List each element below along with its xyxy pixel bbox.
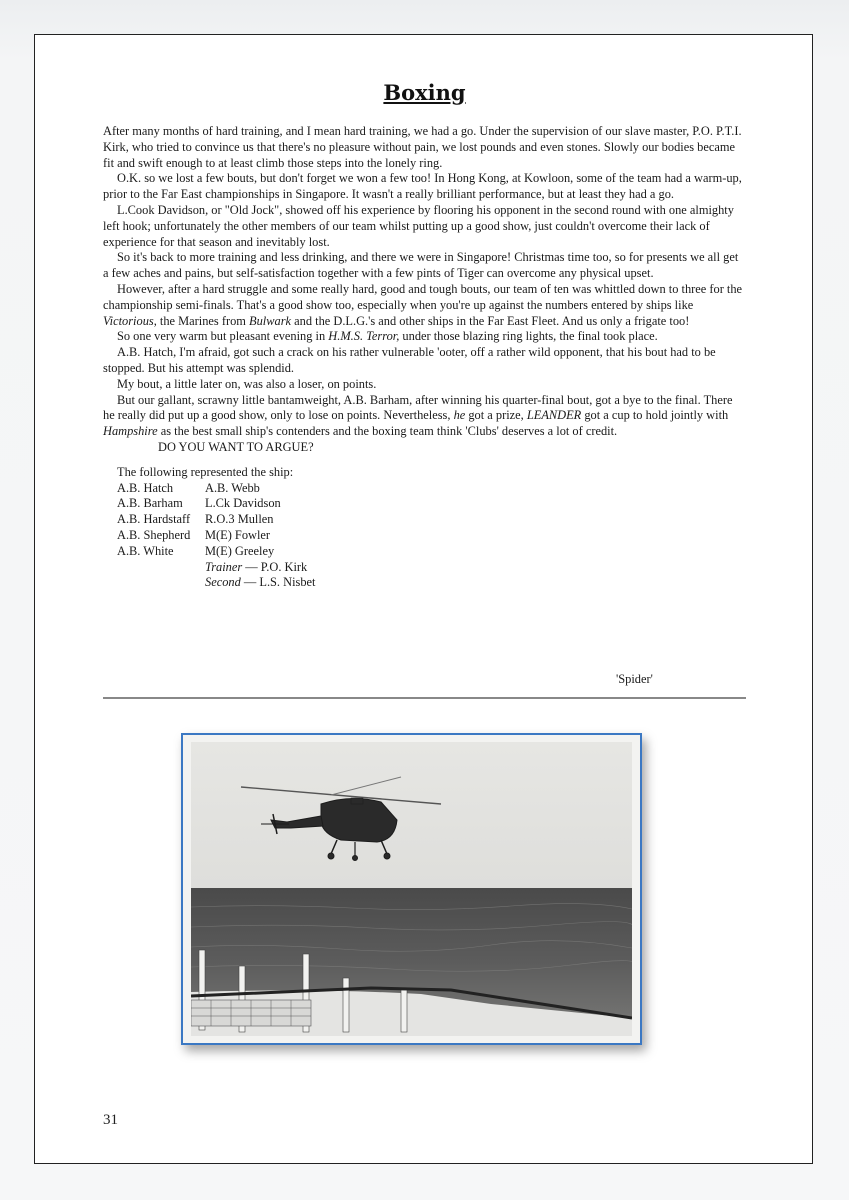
article-title: Boxing — [383, 80, 466, 105]
paragraph-3: L.Cook Davidson, or "Old Jock", showed off his experience by flooring his opponent in the second round with one almighty left hook; unfortunately the other members of our team whilst putting up a good show, just couldn't overcome their lack of experience for that season and inevitably lost. — [103, 202, 734, 249]
author-signoff: 'Spider' — [616, 672, 653, 686]
paragraph-6: So one very warm but pleasant evening in H.M.S. Terror, under those blazing ring lights, the final took place. — [117, 329, 658, 344]
official-row: Trainer — P.O. Kirk — [205, 559, 308, 574]
represented-heading: The following represented the ship: — [117, 464, 294, 479]
paragraph-7: A.B. Hatch, I'm afraid, got such a crack on his rather vulnerable 'ooter, off a rather wild opponent, that his bout had to be stopped. But his attempt was splendid. — [103, 345, 716, 375]
paragraph-1: After many months of hard training, and I mean hard training, we had a go. Under the supervision of our slave master, P.O. P.T.I. Kirk, who tried to convince us that there's no pleasure without pain, we lost pounds and even stones. Slowly our bodies became fit and swift enough to at least climb those steps into the lonely ring. — [103, 124, 742, 170]
crew-row: A.B. Barham L.Ck Davidson — [117, 496, 281, 511]
section-divider — [103, 697, 746, 699]
paragraph-8: My bout, a little later on, was also a loser, on points. — [117, 376, 377, 391]
paragraph-9: But our gallant, scrawny little bantamweight, A.B. Barham, after winning his quarter-final bout, got a bye to the final. There he really did put up a good show, only to lose on points. Nevertheless, he got a prize, LEANDER got a cup to hold jointly with Hampshire as the best small ship's contenders and the boxing team think 'Clubs' deserves a lot of credit. — [103, 392, 733, 439]
photo-frame — [181, 733, 642, 1045]
crew-list — [117, 481, 743, 592]
paragraph-5: However, after a hard struggle and some really hard, good and tough bouts, our team of ten was whittled down to three for the championship semi-finals. That's a good show too, especially when you're up against the numbers entered by ships like Victorious, the Marines from Bulwark and the D.L.G.'s and other ships in the Far East Fleet. And us only a frigate too! — [103, 281, 743, 328]
page-number: 31 — [103, 1112, 118, 1128]
crew-row: A.B. Shepherd M(E) Fowler — [117, 527, 271, 542]
crew-row: A.B. Hardstaff R.O.3 Mullen — [117, 512, 274, 527]
paragraph-4: So it's back to more training and less drinking, and there we were in Singapore! Christmas time too, so for presents we all get a few aches and pains, but self-satisfaction together with a few pints of Tiger can overcome any physical upset. — [103, 250, 739, 281]
argue-line: DO YOU WANT TO ARGUE? — [158, 439, 314, 454]
crew-row: A.B. Hatch A.B. Webb — [117, 480, 260, 495]
official-row: Second — L.S. Nisbet — [205, 575, 316, 590]
paragraph-2: O.K. so we lost a few bouts, but don't forget we won a few too! In Hong Kong, at Kowloon, some of the team had a warm-up, prior to the Far East championships in Singapore. It wasn't a really brilliant performance, but at least they had a go. — [103, 171, 742, 202]
helicopter-over-sea-photo — [191, 742, 632, 1036]
article-body — [103, 124, 743, 591]
crew-row: A.B. White M(E) Greeley — [117, 543, 275, 558]
